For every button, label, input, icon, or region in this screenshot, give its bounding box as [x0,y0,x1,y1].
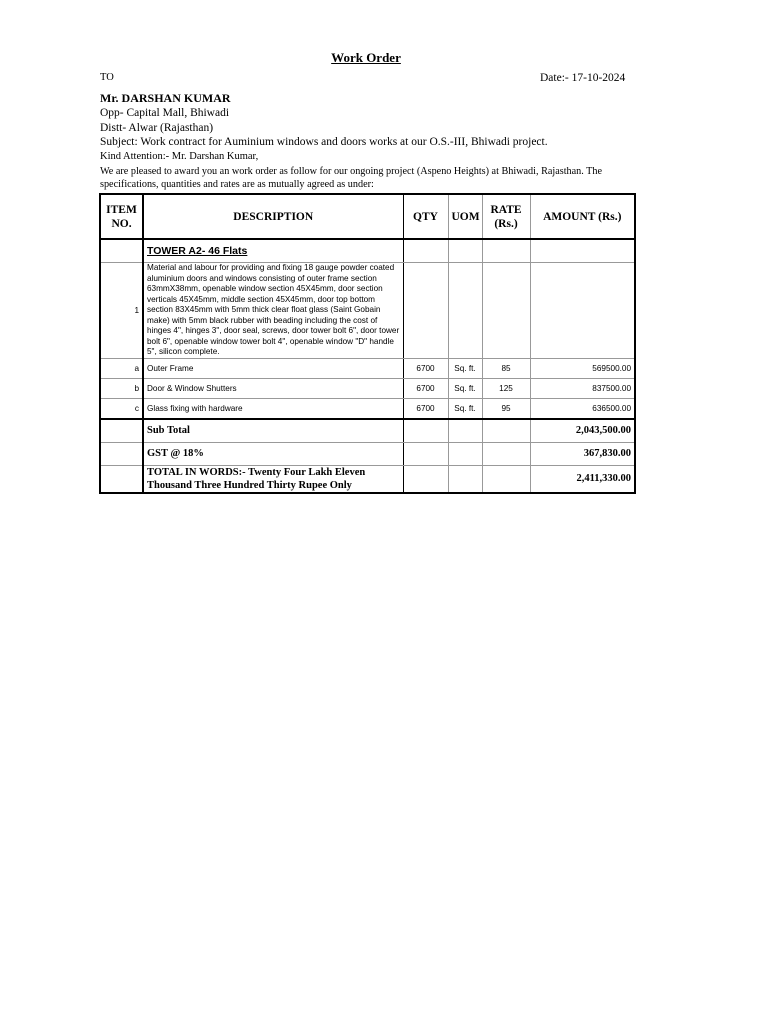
subject-line: Subject: Work contract for Auminium windows and doors works at our O.S.-III, Bhiwadi project. [100,136,548,148]
header-qty: QTY [403,194,448,239]
main-item-no: 1 [100,263,143,359]
sub-total-row [100,419,635,443]
gst-row [100,442,635,465]
row-amount: 569500.00 [530,358,635,378]
header-rate: RATE (Rs.) [482,194,530,239]
row-rate: 125 [482,378,530,398]
total-amount: 2,411,330.00 [530,465,635,493]
total-row [100,465,635,493]
table-header-row [100,194,635,239]
row-description: Glass fixing with hardware [143,398,403,419]
row-uom: Sq. ft. [448,378,482,398]
header-amount: AMOUNT (Rs.) [530,194,635,239]
table-row [100,398,635,419]
to-label: TO [100,72,114,83]
header-item-no: ITEM NO. [100,194,143,239]
recipient-address-line1: Opp- Capital Mall, Bhiwadi [100,107,230,119]
order-date: Date:- 17-10-2024 [540,72,626,84]
main-item-row [100,263,635,359]
header-description: DESCRIPTION [143,194,403,239]
row-uom: Sq. ft. [448,398,482,419]
section-row [100,239,635,263]
work-order-table [99,193,636,494]
table-row [100,378,635,398]
sub-total-label: Sub Total [143,419,403,443]
row-qty: 6700 [403,358,448,378]
row-no: c [100,398,143,419]
row-no: a [100,358,143,378]
row-description: Door & Window Shutters [143,378,403,398]
row-uom: Sq. ft. [448,358,482,378]
row-amount: 636500.00 [530,398,635,419]
intro-paragraph: We are pleased to award you an work order as follow for our ongoing project (Aspeno Heights) at Bhiwadi, Rajasthan. The specifications, quantities and rates are as mutually agreed as under: [100,166,602,190]
attention-line: Kind Attention:- Mr. Darshan Kumar, [100,151,259,162]
main-item-description: Material and labour for providing and fixing 18 gauge powder coated aluminium doors and windows consisting of outer frame section 63mmX38mm, openable window section 45X45mm, door section verticals 45X45mm, middle section 45X45mm, door top bottom section 83X45mm with 5mm thick clear float glass (Saint Gobain make) with 5mm black rubber with beading including the cost of hinges 4", hinges 3", door seal, screws, door tower bolt 6", door tower bolt 6", openable window tower bolt 4", openable window "D" handle 5", silicon complete. [143,263,403,359]
row-rate: 95 [482,398,530,419]
page-title: Work Order [331,50,401,65]
header-uom: UOM [448,194,482,239]
row-description: Outer Frame [143,358,403,378]
recipient-address-line2: Distt- Alwar (Rajasthan) [100,122,214,134]
row-rate: 85 [482,358,530,378]
row-qty: 6700 [403,398,448,419]
recipient-name: Mr. DARSHAN KUMAR [100,91,231,105]
row-qty: 6700 [403,378,448,398]
gst-label: GST @ 18% [143,442,403,465]
row-no: b [100,378,143,398]
sub-total-amount: 2,043,500.00 [530,419,635,443]
gst-amount: 367,830.00 [530,442,635,465]
table-row [100,358,635,378]
section-title: TOWER A2- 46 Flats [143,239,403,263]
total-in-words: TOTAL IN WORDS:- Twenty Four Lakh Eleven Thousand Three Hundred Thirty Rupee Only [143,465,403,493]
row-amount: 837500.00 [530,378,635,398]
